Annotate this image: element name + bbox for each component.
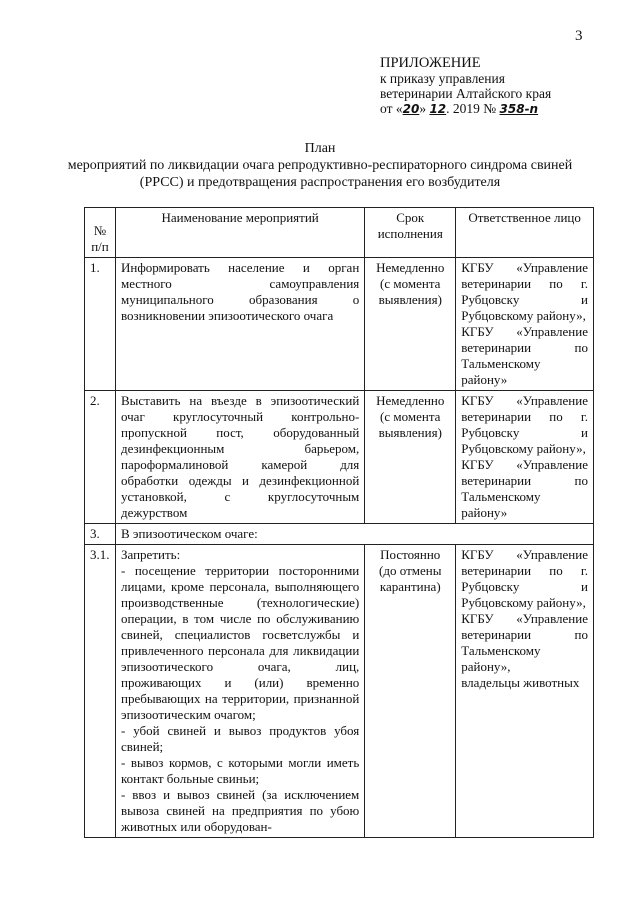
plan-heading: [0, 140, 640, 191]
date-day: 20: [402, 102, 420, 116]
table-row: [85, 524, 594, 545]
row-term: Немедленно (с момента выявления): [365, 391, 456, 524]
appendix-line-1: к приказу управления: [380, 71, 505, 86]
table-row: [85, 391, 594, 524]
prohibit-heading: Запретить:: [120, 547, 181, 562]
page-number: 3: [575, 28, 583, 44]
responsible-2: КГБУ «Управление ветеринарии по Тальменскому району»: [461, 324, 588, 387]
responsible-2: КГБУ «Управление ветеринарии по Тальменскому району»,: [461, 611, 588, 674]
date-month: 12: [429, 102, 447, 116]
plan-subtitle-line-1: мероприятий по ликвидации очага репродуктивно-респираторного синдрома свиней: [67, 158, 573, 173]
row-responsible: [456, 258, 594, 391]
appendix-title: ПРИЛОЖЕНИЕ: [380, 55, 481, 71]
plan-title: План: [304, 141, 336, 156]
table-row: [85, 545, 594, 838]
header-responsible: Ответственное лицо: [456, 208, 594, 258]
appendix-block: [380, 56, 551, 117]
row-name: Информировать население и орган местного самоуправления муниципального образования о возникновении эпизоотического очага: [115, 258, 364, 391]
responsible-1: КГБУ «Управление ветеринарии по г. Рубцовску и Рубцовскому району»,: [461, 260, 588, 323]
prohibit-item: - посещение территории посторонними лицами, кроме персонала, выполняющего производственные (технологические) операции, в том числе по обслуживанию свиней, специалистов госветслужбы и привлеченного персонала для ликвидации эпизоотического очага, лиц, проживающих и (или) временно пребывающих на территории, признанной эпизоотическим очагом;: [120, 563, 360, 722]
responsible-1: КГБУ «Управление ветеринарии по г. Рубцовску и Рубцовскому району»,: [461, 547, 588, 610]
header-name: Наименование мероприятий: [115, 208, 364, 258]
row-responsible: [456, 391, 594, 524]
row-name: Выставить на въезде в эпизоотический очаг круглосуточный контрольно-пропускной пост, оборудованный дезинфекционным барьером, пароформалиновой камерой для обработки одежды и дезинфекционной установкой, с круглосуточным дежурством: [115, 391, 364, 524]
measures-table: [84, 207, 594, 838]
prohibit-item: - вывоз кормов, с которыми могли иметь контакт больные свиньи;: [120, 755, 360, 786]
row-num: 1.: [85, 258, 116, 391]
prohibit-item: - ввоз и вывоз свиней (за исключением вывоза свиней на предприятия по убою животных или оборудован-: [120, 787, 360, 834]
row-num: 3.1.: [85, 545, 116, 838]
plan-subtitle-line-2: (РРСС) и предотвращения распространения его возбудителя: [139, 175, 501, 190]
date-prefix: от «: [380, 101, 403, 116]
table-header-row: [85, 208, 594, 258]
order-number: 358-n: [499, 102, 539, 116]
responsible-1: КГБУ «Управление ветеринарии по г. Рубцовску и Рубцовскому району»,: [461, 393, 588, 456]
row-num: 3.: [85, 524, 116, 545]
responsible-2: КГБУ «Управление ветеринарии по Тальменскому району»: [461, 457, 588, 520]
row-term: Немедленно (с момента выявления): [365, 258, 456, 391]
header-num: № п/п: [85, 208, 116, 258]
row-section-title: В эпизоотическом очаге:: [115, 524, 593, 545]
row-responsible: [456, 545, 594, 838]
appendix-date-line: от «20» 12. 2019 № 358-n: [380, 101, 539, 116]
row-term: Постоянно (до отмены карантина): [365, 545, 456, 838]
header-term: Срок исполнения: [365, 208, 456, 258]
date-mid: »: [419, 101, 427, 116]
appendix-line-2: ветеринарии Алтайского края: [380, 86, 552, 101]
row-name: [115, 545, 364, 838]
responsible-3: владельцы животных: [461, 675, 580, 690]
prohibit-item: - убой свиней и вывоз продуктов убоя свиней;: [120, 723, 360, 754]
table-row: [85, 258, 594, 391]
date-year: 2019 №: [452, 101, 497, 116]
row-num: 2.: [85, 391, 116, 524]
